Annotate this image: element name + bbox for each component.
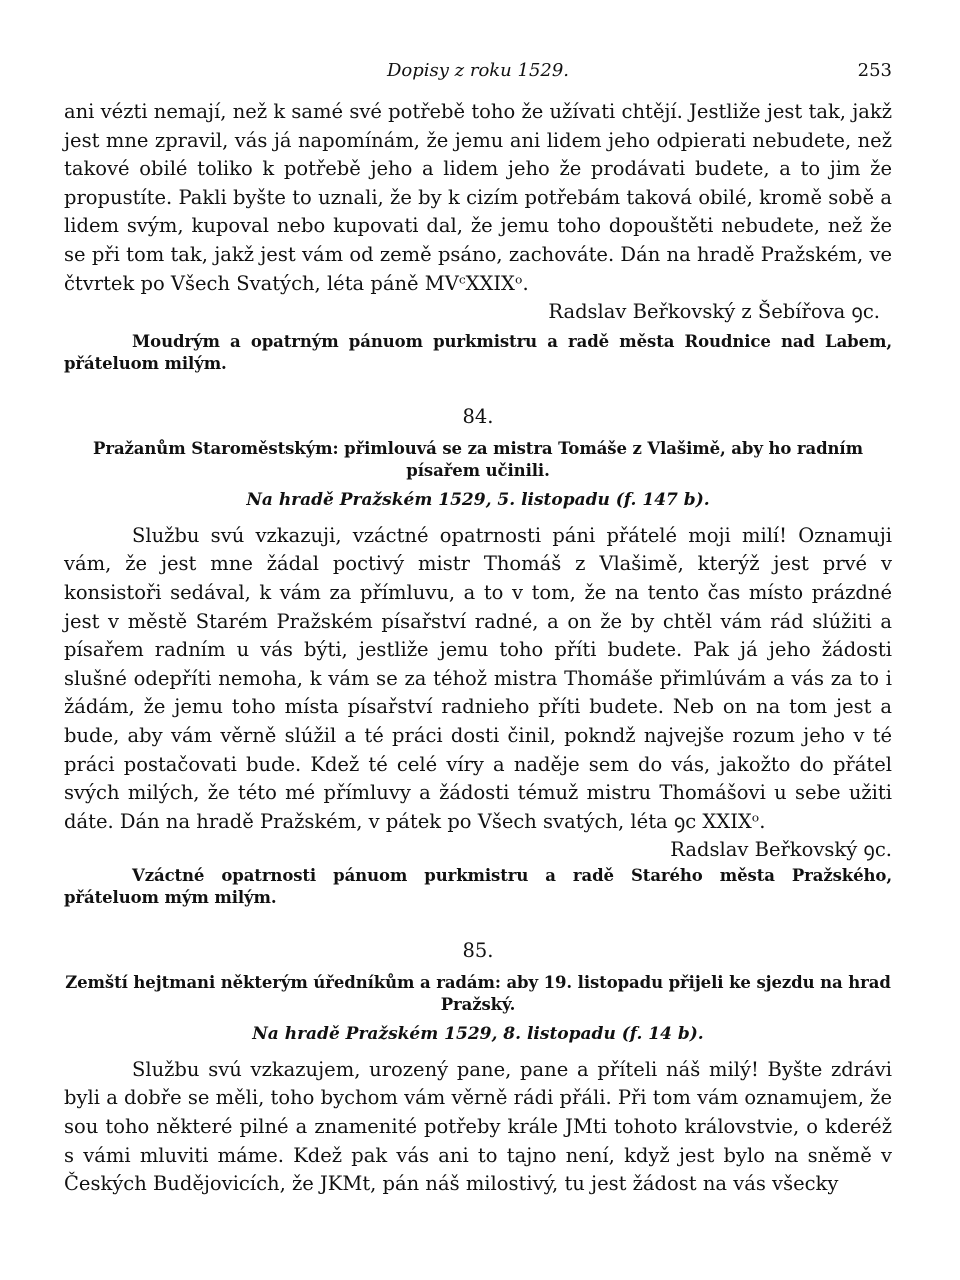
doc-84-dateline: Na hradě Pražském 1529, 5. listopadu (f. 147 b).: [246, 489, 710, 510]
page-header: [64, 58, 892, 98]
running-title: Dopisy z roku 1529.: [386, 60, 570, 81]
doc-84-address: [64, 865, 892, 909]
continuation-signature: Radslav Beřkovský z Šebířova ꝯc.: [548, 300, 880, 324]
doc-84-paragraph: [64, 522, 892, 865]
doc-85-dateline: Na hradě Pražském 1529, 8. listopadu (f. 14 b).: [252, 1023, 704, 1044]
doc-84-number: 84.: [462, 404, 494, 428]
doc-85-regest: Zemští hejtmani některým úředníkům a radám: aby 19. listopadu přijeli ke sjezdu na hrad Pražský.: [65, 972, 891, 1014]
page-number: 253: [857, 60, 892, 81]
continuation-paragraph: ani vézti nemají, než k samé své potřebě toho že užívati chtějí. Jestliže jest tak, jakž jest mne zpravil, vás já napomínám, že jemu ani lidem jeho odpierati nebudete, než takové obilé toliko k potřebě jeho a lidem jeho že prodávati budete, a to jim že propustíte. Pakli byšte to uznali, že by k cizím potřebám taková obilé, kromě sobě a lidem svým, kupoval nebo kupovati dal, že jemu toho dopouštěti nebudete, než že se při tom tak, jakž jest vám od země psáno, zachováte. Dán na hradě Pražském, ve čtvrtek po Všech Svatých, léta páně MVᶜXXIXᵒ.: [64, 100, 892, 295]
doc-84-signature: Radslav Beřkovský ꝯc.: [670, 838, 892, 862]
doc-85-paragraph: [64, 1056, 892, 1199]
continuation-address-text: Moudrým a opatrným pánuom purkmistru a radě města Roudnice nad Labem, přáteluom milým.: [64, 331, 892, 373]
doc-84-paragraph-text: Službu svú vzkazuji, vzáctné opatrnosti páni přátelé moji milí! Oznamuji vám, že jest mne žádal poctivý mistr Thomáš z Vlašimě, kterýž jest prvé v konsistoři sedával, k vám za přímluvu, a to v tom, že na tento čas místo prázdné jest v městě Starém Pražském písařství radné, a on že by chtěl vám rád slúžiti a písařem radním u vás býti, jestliže jemu toho příti budete. Pak já jeho žádosti slušné odepříti nemoha, k vám se za téhož mistra Thomáše přimlúvám a vás za to i žádám, že jemu toho místa písařství radnieho příti budete. Neb on na tom jest a bude, aby vám věrně slúžil a té práci dosti činil, pokndž najvejše rozum jeho v té práci postačovati bude. Kdež té celé víry a naděje sem do vás, jakožto do přátel svých milých, že této mé přímluvy a žádosti témuž mistru Thomášovi u sebe užiti dáte. Dán na hradě Pražském, v pátek po Všech svatých, léta ꝯc XXIXᵒ.: [64, 523, 892, 833]
doc-84-regest: Pražanům Staroměstským: přimlouvá se za mistra Tomáše z Vlašimě, aby ho radním písařem učinili.: [93, 438, 863, 480]
doc-85-number: 85.: [462, 938, 494, 962]
continuation-address: [64, 331, 892, 375]
doc-84-address-text: Vzáctné opatrnosti pánuom purkmistru a radě Starého města Pražského, přáteluom mým milým.: [64, 865, 892, 907]
doc-85-paragraph-text: Službu svú vzkazujem, urozený pane, pane a příteli náš milý! Byšte zdrávi byli a dobře se měli, toho bychom vám věrně rádi přáli. Při tom vám oznamujem, že sou toho některé pilné a znamenité potřeby krále JMti tohoto královstvie, o kderéž s vámi mluviti máme. Kdež pak vás ani to tajno není, když jest bylo na sněmě v Českých Budějovicích, že JKMt, pán náš milostivý, tu jest žádost na vás všecky: [64, 1057, 892, 1196]
